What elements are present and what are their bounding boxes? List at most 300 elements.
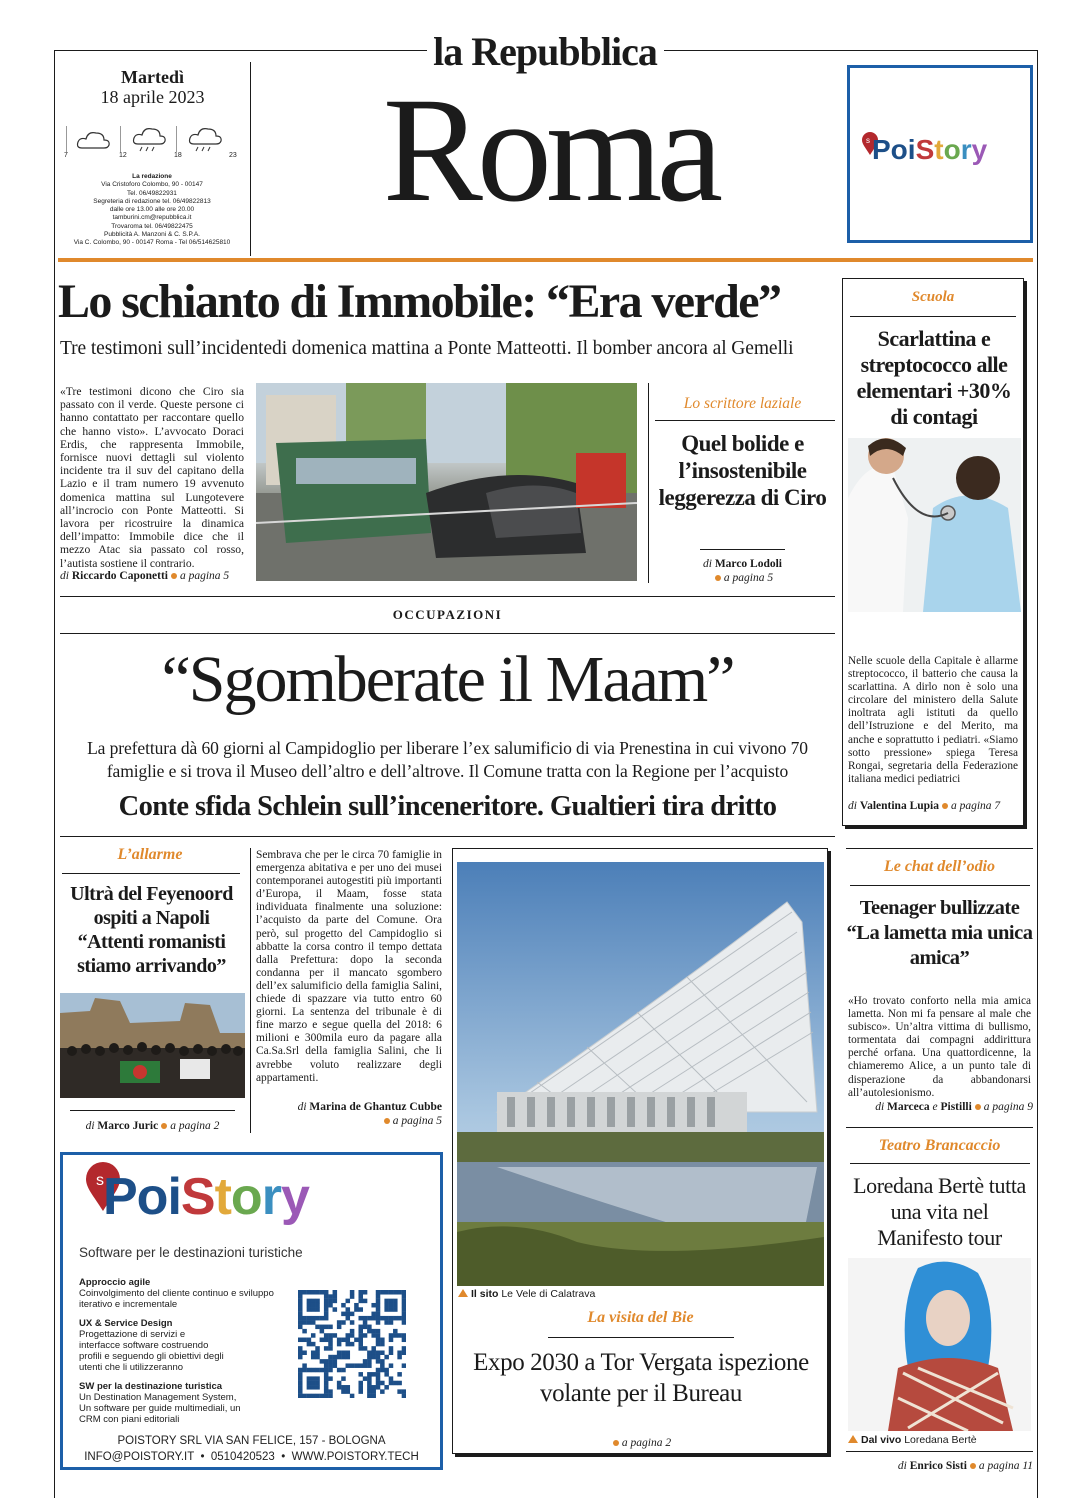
header-ad[interactable] bbox=[847, 65, 1033, 243]
qr-module bbox=[376, 1316, 381, 1321]
qr-module bbox=[371, 1329, 376, 1334]
qr-module bbox=[320, 1290, 325, 1295]
qr-module bbox=[328, 1338, 333, 1343]
qr-module bbox=[393, 1299, 398, 1304]
byline-prefix: di bbox=[297, 1101, 307, 1113]
qr-module bbox=[380, 1290, 385, 1295]
scuola-byline bbox=[848, 800, 1024, 812]
author-name[interactable]: Marco Lodoli bbox=[714, 558, 782, 570]
qr-module bbox=[376, 1342, 381, 1347]
author-name[interactable]: Enrico Sisti bbox=[909, 1460, 967, 1472]
logo-part: y bbox=[280, 1168, 309, 1226]
qr-module bbox=[341, 1389, 346, 1394]
maam-headline[interactable]: “Sgomberate il Maam” bbox=[161, 643, 734, 716]
qr-module bbox=[315, 1385, 320, 1390]
expo-headline[interactable]: Expo 2030 a Tor Vergata ispezione volante per il Bureau bbox=[473, 1349, 809, 1407]
qr-module bbox=[376, 1355, 381, 1360]
qr-module bbox=[358, 1307, 363, 1312]
maam-second-headline[interactable]: Conte sfida Schlein sull’inceneritore. Gualtieri tira dritto bbox=[118, 791, 777, 822]
qr-module bbox=[367, 1372, 372, 1377]
temp-label: 18 bbox=[174, 152, 182, 159]
qr-module bbox=[358, 1294, 363, 1299]
page-ref[interactable]: a pagina 2 bbox=[170, 1120, 220, 1132]
logo-part: Poi bbox=[872, 134, 916, 165]
qr-module bbox=[367, 1363, 372, 1368]
qr-module bbox=[333, 1333, 338, 1338]
qr-module bbox=[354, 1338, 359, 1343]
qr-module bbox=[363, 1320, 368, 1325]
qr-module bbox=[363, 1290, 368, 1295]
qr-module bbox=[363, 1346, 368, 1351]
qr-module bbox=[307, 1376, 312, 1381]
qr-module bbox=[376, 1320, 381, 1325]
author-name[interactable]: Marco Juric bbox=[97, 1120, 159, 1132]
qr-module bbox=[298, 1299, 303, 1304]
qr-module bbox=[311, 1290, 316, 1295]
caption-text: Loredana Bertè bbox=[904, 1434, 977, 1446]
qr-module bbox=[367, 1329, 372, 1334]
qr-module bbox=[341, 1350, 346, 1355]
allarme-kicker: L’allarme bbox=[117, 846, 183, 863]
qr-module bbox=[376, 1385, 381, 1390]
svg-text:s: s bbox=[96, 1172, 104, 1189]
page-ref[interactable]: a pagina 9 bbox=[983, 1101, 1033, 1113]
berte-kicker: Teatro Brancaccio bbox=[878, 1137, 1001, 1154]
qr-module bbox=[376, 1299, 381, 1304]
scuola-headline[interactable]: Scarlattina e streptococco alle elementari +30% di contagi bbox=[856, 326, 1012, 429]
qr-module bbox=[311, 1303, 316, 1308]
qr-module bbox=[397, 1389, 402, 1394]
qr-module bbox=[402, 1294, 406, 1299]
logo-part: S bbox=[180, 1168, 215, 1226]
logo-part: r bbox=[960, 134, 972, 165]
qr-module bbox=[315, 1394, 320, 1398]
qr-module bbox=[363, 1316, 368, 1321]
qr-module bbox=[328, 1294, 333, 1299]
calatrava-photo[interactable] bbox=[457, 862, 824, 1286]
cloud-rain-icon bbox=[188, 126, 224, 159]
qr-module bbox=[298, 1338, 303, 1343]
qr-module bbox=[393, 1290, 398, 1295]
qr-module bbox=[315, 1307, 320, 1312]
qr-module bbox=[384, 1368, 389, 1373]
qr-module bbox=[371, 1394, 376, 1398]
qr-module bbox=[333, 1355, 338, 1360]
qr-module bbox=[350, 1320, 355, 1325]
qr-module bbox=[376, 1312, 381, 1317]
qr-module bbox=[324, 1316, 329, 1321]
qr-module bbox=[324, 1385, 329, 1390]
qr-module bbox=[367, 1325, 372, 1330]
qr-module bbox=[324, 1299, 329, 1304]
qr-module bbox=[341, 1338, 346, 1343]
qr-module bbox=[346, 1355, 351, 1360]
qr-module bbox=[384, 1303, 389, 1308]
lodoli-kicker: Lo scrittore laziale bbox=[683, 395, 802, 412]
qr-module bbox=[402, 1299, 406, 1304]
qr-module bbox=[341, 1355, 346, 1360]
qr-module bbox=[402, 1290, 406, 1295]
qr-module bbox=[358, 1342, 363, 1347]
qr-module bbox=[311, 1350, 316, 1355]
qr-module bbox=[315, 1316, 320, 1321]
qr-module bbox=[397, 1355, 402, 1360]
chat-body: «Ho trovato conforto nella mia amica lametta. Non mi fa pensare al male che subisco». Un’altra vittima di bullismo, tormentata dai compagni addirittura perché orfana. Una quattordicenne, la chiameremo Alice, a un punto tale di disperazione da abbandonarsi all’autolesionismo. bbox=[848, 995, 1031, 1099]
qr-module bbox=[315, 1368, 320, 1373]
qr-module bbox=[324, 1303, 329, 1308]
ad-feature-text: Progettazione di servizi e interfacce software costruendo profili e seguendo gli obiettivi degli utenti che li utilizzeranno bbox=[79, 1328, 224, 1374]
qr-module bbox=[302, 1363, 307, 1368]
qr-module bbox=[328, 1376, 333, 1381]
qr-module bbox=[358, 1338, 363, 1343]
qr-module bbox=[371, 1312, 376, 1317]
berte-headline[interactable]: Loredana Bertè tutta una vita nel Manifesto tour bbox=[853, 1173, 1026, 1250]
maam-byline bbox=[256, 1100, 442, 1128]
qr-module bbox=[328, 1368, 333, 1373]
qr-module bbox=[376, 1350, 381, 1355]
author-name[interactable]: Marceca bbox=[887, 1101, 930, 1113]
chat-byline bbox=[846, 1101, 1033, 1113]
ad-tagline: Software per le destinazioni turistiche bbox=[79, 1245, 303, 1260]
qr-module bbox=[324, 1333, 329, 1338]
qr-module bbox=[298, 1381, 303, 1386]
qr-module bbox=[320, 1325, 325, 1330]
poistory-ad[interactable] bbox=[60, 1152, 443, 1470]
page-ref[interactable]: a pagina 7 bbox=[950, 800, 1001, 812]
qr-module bbox=[324, 1376, 329, 1381]
qr-module bbox=[328, 1355, 333, 1360]
qr-module bbox=[311, 1342, 316, 1347]
qr-module bbox=[346, 1385, 351, 1390]
qr-module bbox=[346, 1316, 351, 1321]
qr-module bbox=[307, 1290, 312, 1295]
author-name[interactable]: Valentina Lupia bbox=[859, 800, 939, 812]
author-name[interactable]: Marina de Ghantuz Cubbe bbox=[309, 1101, 442, 1113]
qr-module bbox=[384, 1299, 389, 1304]
qr-module bbox=[402, 1333, 406, 1338]
qr-module bbox=[393, 1307, 398, 1312]
qr-module bbox=[307, 1385, 312, 1390]
qr-code[interactable] bbox=[298, 1290, 406, 1398]
qr-module bbox=[363, 1363, 368, 1368]
qr-module bbox=[337, 1338, 342, 1343]
qr-module bbox=[397, 1333, 402, 1338]
brand-logo[interactable]: la Repubblica bbox=[433, 29, 657, 74]
qr-module bbox=[371, 1372, 376, 1377]
qr-module bbox=[298, 1325, 303, 1330]
qr-module bbox=[307, 1338, 312, 1343]
qr-module bbox=[328, 1303, 333, 1308]
qr-module bbox=[298, 1394, 303, 1398]
byline-prefix: di bbox=[60, 570, 69, 582]
qr-module bbox=[311, 1320, 316, 1325]
qr-module bbox=[324, 1290, 329, 1295]
qr-module bbox=[298, 1389, 303, 1394]
bullet-dot bbox=[715, 575, 721, 581]
qr-module bbox=[384, 1307, 389, 1312]
qr-module bbox=[302, 1394, 307, 1398]
chat-headline[interactable]: Teenager bullizzate “La lametta mia unica amica” bbox=[846, 897, 1033, 969]
qr-module bbox=[324, 1394, 329, 1398]
qr-module bbox=[315, 1299, 320, 1304]
day-label: Martedì bbox=[121, 67, 184, 87]
qr-module bbox=[315, 1325, 320, 1330]
qr-module bbox=[302, 1350, 307, 1355]
qr-module bbox=[328, 1325, 333, 1330]
qr-module bbox=[371, 1333, 376, 1338]
qr-module bbox=[337, 1368, 342, 1373]
qr-module bbox=[402, 1394, 406, 1398]
qr-module bbox=[346, 1350, 351, 1355]
qr-module bbox=[324, 1294, 329, 1299]
qr-module bbox=[402, 1316, 406, 1321]
qr-module bbox=[389, 1316, 394, 1321]
qr-module bbox=[341, 1385, 346, 1390]
qr-module bbox=[346, 1307, 351, 1312]
qr-module bbox=[328, 1342, 333, 1347]
qr-module bbox=[397, 1381, 402, 1386]
allarme-byline bbox=[60, 1120, 245, 1132]
expo-page-ref[interactable] bbox=[457, 1437, 824, 1449]
ad-address: POISTORY SRL VIA SAN FELICE, 157 - BOLOGNA bbox=[117, 1435, 386, 1447]
lead-headline[interactable]: Lo schianto di Immobile: “Era verde” bbox=[58, 275, 781, 328]
author-name[interactable]: Pistilli bbox=[940, 1101, 972, 1113]
qr-module bbox=[320, 1359, 325, 1364]
logo-part: Poi bbox=[103, 1168, 181, 1226]
page-ref[interactable]: a pagina 11 bbox=[978, 1460, 1033, 1472]
qr-module bbox=[315, 1376, 320, 1381]
qr-module bbox=[354, 1307, 359, 1312]
qr-module bbox=[354, 1303, 359, 1308]
qr-module bbox=[371, 1346, 376, 1351]
qr-module bbox=[311, 1355, 316, 1360]
qr-module bbox=[341, 1303, 346, 1308]
qr-module bbox=[328, 1346, 333, 1351]
qr-module bbox=[337, 1381, 342, 1386]
qr-module bbox=[384, 1372, 389, 1377]
logo-part: S bbox=[915, 134, 935, 165]
qr-module bbox=[307, 1299, 312, 1304]
qr-module bbox=[393, 1381, 398, 1386]
temp-label: 12 bbox=[119, 152, 127, 159]
qr-module bbox=[358, 1346, 363, 1351]
expo-kicker: La visita del Bie bbox=[587, 1309, 694, 1326]
qr-module bbox=[307, 1342, 312, 1347]
qr-module bbox=[311, 1385, 316, 1390]
qr-module bbox=[307, 1368, 312, 1373]
maam-body: Sembrava che per le circa 70 famiglie in emergenza abitativa e per uno dei musei contemporanei autogestiti più importanti d’Europa, il Maam, fosse stata individuata finalmente una soluzione: l’acquisto da parte del Comune. Ora però, sul progetto del Campidoglio si abbatte la corsa contro il tempo dettata dalla Prefettura: dopo la seconda condanna per il mancato sgombero dell’ex salumificio della famiglia Salini, chiede di spazzare via tutto entro 60 giorni. La sentenza del tribunale è di fine marzo e segue quella del 2018: 6 milioni e 300mila euro da pagare alla Ca.Sa.Srl della famiglia Salini, che li avrebbe voluto realizzare degli appartamenti. bbox=[256, 849, 442, 1084]
qr-module bbox=[328, 1363, 333, 1368]
qr-module bbox=[389, 1381, 394, 1386]
qr-module bbox=[402, 1312, 406, 1317]
qr-module bbox=[393, 1316, 398, 1321]
lead-byline bbox=[60, 570, 250, 582]
qr-module bbox=[384, 1320, 389, 1325]
qr-module bbox=[346, 1363, 351, 1368]
qr-module bbox=[389, 1363, 394, 1368]
logo-part: o bbox=[230, 1168, 262, 1226]
qr-module bbox=[298, 1316, 303, 1321]
qr-module bbox=[358, 1372, 363, 1377]
date-label: 18 aprile 2023 bbox=[100, 87, 205, 107]
ad-feature-title: UX & Service Design bbox=[79, 1317, 173, 1329]
qr-module bbox=[298, 1303, 303, 1308]
qr-module bbox=[397, 1316, 402, 1321]
redazione-line: tamburini.cm@repubblica.it bbox=[112, 214, 192, 222]
qr-module bbox=[389, 1299, 394, 1304]
qr-module bbox=[371, 1385, 376, 1390]
fans-photo[interactable] bbox=[60, 993, 245, 1098]
caption-tag: Dal vivo bbox=[861, 1434, 902, 1446]
qr-module bbox=[315, 1303, 320, 1308]
qr-module bbox=[367, 1350, 372, 1355]
qr-module bbox=[354, 1363, 359, 1368]
qr-module bbox=[389, 1307, 394, 1312]
crash-photo[interactable] bbox=[256, 383, 637, 581]
qr-module bbox=[302, 1316, 307, 1321]
qr-module bbox=[320, 1394, 325, 1398]
lodoli-headline[interactable]: Quel bolide e l’insostenibile leggerezza di Ciro bbox=[658, 431, 827, 510]
qr-module bbox=[333, 1294, 338, 1299]
qr-module bbox=[380, 1359, 385, 1364]
qr-module bbox=[315, 1346, 320, 1351]
qr-module bbox=[311, 1307, 316, 1312]
lodoli-byline bbox=[655, 557, 830, 585]
qr-module bbox=[302, 1290, 307, 1295]
page-ref[interactable]: a pagina 5 bbox=[392, 1115, 442, 1127]
qr-module bbox=[402, 1338, 406, 1343]
qr-module bbox=[367, 1376, 372, 1381]
qr-module bbox=[333, 1363, 338, 1368]
lead-body: «Tre testimoni dicono che Ciro sia passato con il verde. Queste persone ci hanno contattato per raccontare quello che hanno visto». L’avvocato Doraci Erdis, che rappresenta Immobile, fornisce nuovi dettagli sul violento incidente tra il suv del capitano della Lazio e il tram numero 19 avvenuto domenica mattina sul Lungotevere all’incrocio con Ponte Matteotti. Si lavora per ricostruire la dinamica dell’impatto: Immobile dice che il mezzo Atac sia passato col rosso, l’autista sostiene il contrario. bbox=[60, 385, 244, 570]
author-name[interactable]: Riccardo Caponetti bbox=[71, 570, 168, 582]
chat-kicker: Le chat dell’odio bbox=[883, 858, 996, 875]
qr-module bbox=[402, 1320, 406, 1325]
qr-module bbox=[328, 1359, 333, 1364]
qr-module bbox=[341, 1312, 346, 1317]
qr-module bbox=[333, 1307, 338, 1312]
qr-module bbox=[337, 1350, 342, 1355]
qr-module bbox=[346, 1338, 351, 1343]
qr-module bbox=[302, 1368, 307, 1373]
qr-module bbox=[358, 1363, 363, 1368]
qr-module bbox=[307, 1320, 312, 1325]
page-ref[interactable]: a pagina 5 bbox=[179, 570, 230, 582]
qr-module bbox=[402, 1303, 406, 1308]
berte-photo[interactable] bbox=[848, 1258, 1031, 1431]
redazione-block bbox=[62, 173, 242, 248]
qr-module bbox=[376, 1368, 381, 1373]
qr-module bbox=[393, 1333, 398, 1338]
qr-module bbox=[371, 1303, 376, 1308]
qr-module bbox=[298, 1294, 303, 1299]
qr-module bbox=[311, 1333, 316, 1338]
qr-module bbox=[358, 1325, 363, 1330]
qr-module bbox=[324, 1359, 329, 1364]
qr-module bbox=[350, 1329, 355, 1334]
bullet-dot bbox=[161, 1123, 167, 1129]
qr-module bbox=[367, 1389, 372, 1394]
qr-module bbox=[350, 1312, 355, 1317]
qr-module bbox=[371, 1389, 376, 1394]
ad-contacts[interactable]: INFO@POISTORY.IT • 0510420523 • WWW.POISTORY.TECH bbox=[84, 1451, 419, 1463]
poistory-ad-logo bbox=[103, 1167, 309, 1227]
qr-module bbox=[298, 1320, 303, 1325]
qr-module bbox=[328, 1299, 333, 1304]
ad-feature-text: Un Destination Management System, Un software per guide multimediali, un CRM con piani editoriali bbox=[79, 1391, 241, 1426]
qr-module bbox=[324, 1368, 329, 1373]
qr-module bbox=[346, 1333, 351, 1338]
triangle-icon bbox=[848, 1435, 858, 1443]
svg-text:s: s bbox=[866, 136, 870, 145]
qr-module bbox=[389, 1338, 394, 1343]
qr-module bbox=[397, 1372, 402, 1377]
qr-module bbox=[358, 1329, 363, 1334]
byline-prefix: di bbox=[897, 1460, 907, 1472]
qr-module bbox=[380, 1363, 385, 1368]
qr-module bbox=[371, 1350, 376, 1355]
qr-module bbox=[376, 1381, 381, 1386]
qr-module bbox=[371, 1355, 376, 1360]
header-ad-logo bbox=[872, 134, 987, 166]
qr-module bbox=[371, 1316, 376, 1321]
maam-section-label: OCCUPAZIONI bbox=[392, 607, 503, 622]
qr-module bbox=[346, 1342, 351, 1347]
qr-module bbox=[389, 1290, 394, 1295]
qr-module bbox=[376, 1359, 381, 1364]
qr-module bbox=[376, 1376, 381, 1381]
weather-strip bbox=[62, 122, 242, 162]
page-ref[interactable]: a pagina 2 bbox=[621, 1437, 672, 1449]
qr-module bbox=[376, 1307, 381, 1312]
qr-module bbox=[350, 1294, 355, 1299]
qr-module bbox=[376, 1338, 381, 1343]
qr-module bbox=[384, 1385, 389, 1390]
qr-module bbox=[337, 1320, 342, 1325]
redazione-line: Segreteria di redazione tel. 06/49822813 bbox=[93, 197, 211, 205]
qr-module bbox=[302, 1329, 307, 1334]
qr-module bbox=[320, 1368, 325, 1373]
doctor-photo[interactable] bbox=[848, 438, 1021, 612]
qr-module bbox=[367, 1381, 372, 1386]
qr-module bbox=[307, 1307, 312, 1312]
qr-module bbox=[307, 1303, 312, 1308]
qr-module bbox=[320, 1329, 325, 1334]
scuola-body: Nelle scuole della Capitale è allarme streptococco, il batterio che causa la scarlattina. A dirlo non è solo una circolare del ministero della Salute inoltrata agli istituti da quello dell’Istruzione e del Merito, ma anche e soprattutto i pediatri. «Siamo sotto pressione» spiega Teresa Rongai, segretaria della Federazione italiana medici pediatrici bbox=[848, 655, 1018, 785]
lead-subhead: Tre testimoni sull’incidentedi domenica mattina a Ponte Matteotti. Il bomber ancora al Gemelli bbox=[60, 338, 794, 359]
qr-module bbox=[324, 1325, 329, 1330]
berte-photo-caption bbox=[848, 1434, 1031, 1446]
qr-module bbox=[307, 1394, 312, 1398]
allarme-headline[interactable]: Ultrà del Feyenoord ospiti a Napoli “Attenti romanisti stiamo arrivando” bbox=[70, 883, 233, 977]
qr-module bbox=[302, 1320, 307, 1325]
qr-module bbox=[367, 1316, 372, 1321]
qr-module bbox=[358, 1316, 363, 1321]
ad-features bbox=[79, 1277, 279, 1425]
qr-module bbox=[367, 1385, 372, 1390]
qr-module bbox=[384, 1290, 389, 1295]
byline-prefix: di bbox=[85, 1120, 95, 1132]
qr-module bbox=[363, 1376, 368, 1381]
page-ref[interactable]: a pagina 5 bbox=[723, 572, 774, 584]
qr-module bbox=[328, 1389, 333, 1394]
qr-module bbox=[320, 1316, 325, 1321]
qr-module bbox=[346, 1389, 351, 1394]
temp-label: 7 bbox=[64, 152, 68, 159]
qr-module bbox=[315, 1355, 320, 1360]
qr-module bbox=[350, 1333, 355, 1338]
qr-module bbox=[358, 1299, 363, 1304]
